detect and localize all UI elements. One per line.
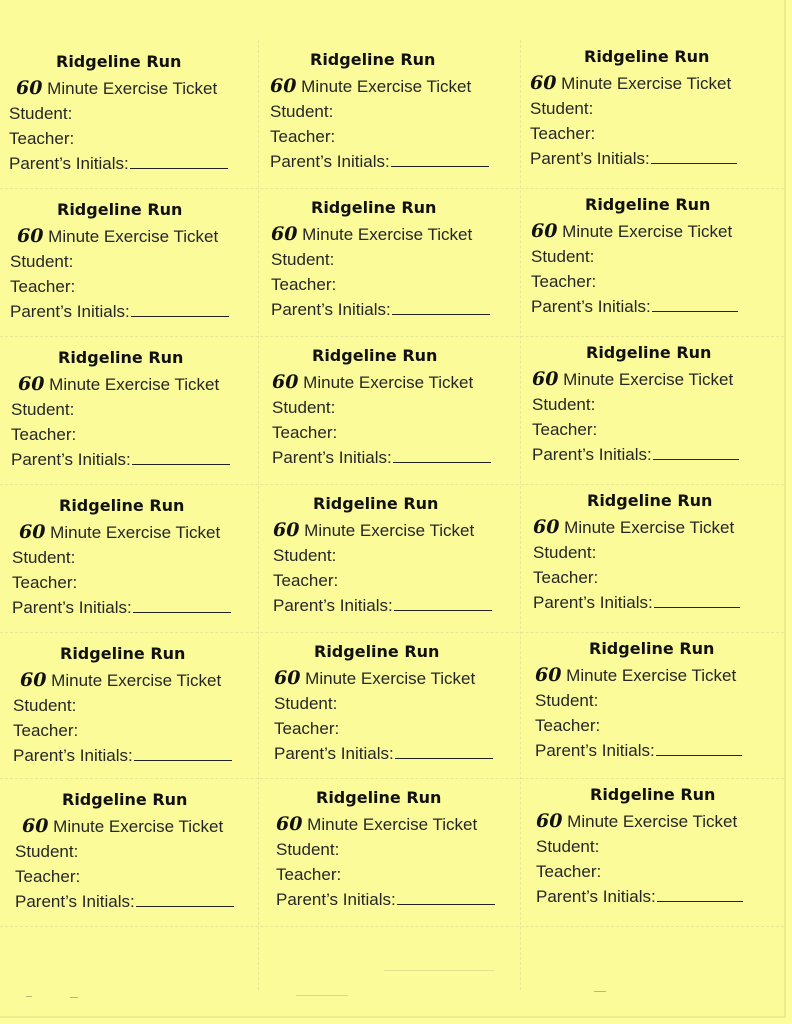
minutes-number: 60 bbox=[274, 667, 301, 689]
parent-initials-line bbox=[12, 595, 269, 620]
parent-initials-line bbox=[13, 743, 270, 768]
ticket-title: Ridgeline Run bbox=[312, 346, 438, 365]
ticket-title: Ridgeline Run bbox=[311, 198, 437, 217]
initials-blank bbox=[654, 593, 740, 608]
ticket-title: Ridgeline Run bbox=[585, 195, 711, 214]
parent-initials-label: Parent’s Initials: bbox=[530, 149, 650, 168]
teacher-label: Teacher: bbox=[531, 272, 597, 291]
exercise-label: Minute Exercise Ticket bbox=[556, 74, 732, 93]
exercise-ticket bbox=[535, 639, 785, 779]
scan-speck bbox=[70, 997, 78, 998]
initials-blank bbox=[391, 152, 489, 167]
ticket-exercise-line bbox=[273, 518, 523, 543]
minutes-number: 60 bbox=[18, 373, 45, 395]
ticket-title: Ridgeline Run bbox=[587, 491, 713, 510]
initials-blank bbox=[130, 154, 228, 169]
parent-initials-label: Parent’s Initials: bbox=[273, 596, 393, 615]
exercise-label: Minute Exercise Ticket bbox=[46, 671, 222, 690]
scan-speck bbox=[384, 970, 494, 971]
teacher-label: Teacher: bbox=[276, 865, 342, 884]
parent-initials-line bbox=[272, 445, 522, 470]
teacher-label: Teacher: bbox=[271, 275, 337, 294]
teacher-label: Teacher: bbox=[10, 277, 76, 296]
student-label: Student: bbox=[271, 250, 335, 269]
parent-initials-label: Parent’s Initials: bbox=[12, 598, 132, 617]
parent-initials-line bbox=[533, 590, 783, 615]
ticket-title: Ridgeline Run bbox=[57, 200, 183, 219]
ticket-exercise-line bbox=[530, 71, 780, 96]
minutes-number: 60 bbox=[276, 813, 303, 835]
scan-speck bbox=[26, 996, 32, 997]
teacher-label: Teacher: bbox=[274, 719, 340, 738]
ticket-exercise-line bbox=[531, 219, 781, 244]
initials-blank bbox=[652, 297, 738, 312]
minutes-number: 60 bbox=[273, 519, 300, 541]
student-label: Student: bbox=[530, 99, 594, 118]
parent-initials-line bbox=[531, 294, 781, 319]
ticket-title: Ridgeline Run bbox=[590, 785, 716, 804]
ticket-exercise-line bbox=[274, 666, 524, 691]
initials-blank bbox=[397, 890, 495, 905]
parent-initials-line bbox=[271, 297, 521, 322]
minutes-number: 60 bbox=[16, 77, 43, 99]
ticket-title: Ridgeline Run bbox=[62, 790, 188, 809]
student-label: Student: bbox=[272, 398, 336, 417]
ticket-exercise-line bbox=[532, 367, 782, 392]
exercise-label: Minute Exercise Ticket bbox=[43, 227, 219, 246]
exercise-ticket bbox=[274, 642, 524, 782]
student-label: Student: bbox=[276, 840, 340, 859]
teacher-label: Teacher: bbox=[532, 420, 598, 439]
exercise-label: Minute Exercise Ticket bbox=[559, 518, 735, 537]
student-label: Student: bbox=[273, 546, 337, 565]
initials-blank bbox=[657, 887, 743, 902]
exercise-ticket bbox=[272, 346, 522, 486]
minutes-number: 60 bbox=[22, 815, 49, 837]
teacher-label: Teacher: bbox=[530, 124, 596, 143]
exercise-label: Minute Exercise Ticket bbox=[48, 817, 224, 836]
exercise-ticket bbox=[15, 790, 272, 930]
ticket-exercise-line bbox=[535, 663, 785, 688]
exercise-ticket bbox=[532, 343, 782, 483]
parent-initials-line bbox=[530, 146, 780, 171]
parent-initials-label: Parent’s Initials: bbox=[271, 300, 391, 319]
initials-blank bbox=[132, 450, 230, 465]
minutes-number: 60 bbox=[271, 223, 298, 245]
student-label: Student: bbox=[531, 247, 595, 266]
exercise-label: Minute Exercise Ticket bbox=[300, 669, 476, 688]
exercise-label: Minute Exercise Ticket bbox=[561, 666, 737, 685]
exercise-ticket bbox=[271, 198, 521, 338]
exercise-label: Minute Exercise Ticket bbox=[44, 375, 220, 394]
parent-initials-line bbox=[532, 442, 782, 467]
ticket-exercise-line bbox=[20, 668, 270, 693]
parent-initials-label: Parent’s Initials: bbox=[532, 445, 652, 464]
teacher-label: Teacher: bbox=[9, 129, 75, 148]
exercise-ticket bbox=[9, 52, 266, 192]
parent-initials-label: Parent’s Initials: bbox=[536, 887, 656, 906]
parent-initials-line bbox=[9, 151, 266, 176]
parent-initials-label: Parent’s Initials: bbox=[13, 746, 133, 765]
ticket-exercise-line bbox=[270, 74, 520, 99]
exercise-label: Minute Exercise Ticket bbox=[558, 370, 734, 389]
exercise-ticket bbox=[536, 785, 786, 925]
ticket-exercise-line bbox=[533, 515, 783, 540]
parent-initials-line bbox=[274, 741, 524, 766]
exercise-label: Minute Exercise Ticket bbox=[562, 812, 738, 831]
ticket-title: Ridgeline Run bbox=[589, 639, 715, 658]
student-label: Student: bbox=[12, 548, 76, 567]
parent-initials-label: Parent’s Initials: bbox=[11, 450, 131, 469]
initials-blank bbox=[136, 892, 234, 907]
initials-blank bbox=[656, 741, 742, 756]
teacher-label: Teacher: bbox=[15, 867, 81, 886]
teacher-label: Teacher: bbox=[533, 568, 599, 587]
parent-initials-line bbox=[273, 593, 523, 618]
parent-initials-label: Parent’s Initials: bbox=[274, 744, 394, 763]
parent-initials-label: Parent’s Initials: bbox=[531, 297, 651, 316]
minutes-number: 60 bbox=[20, 669, 47, 691]
parent-initials-line bbox=[11, 447, 268, 472]
initials-blank bbox=[653, 445, 739, 460]
student-label: Student: bbox=[9, 104, 73, 123]
parent-initials-label: Parent’s Initials: bbox=[533, 593, 653, 612]
ticket-title: Ridgeline Run bbox=[586, 343, 712, 362]
initials-blank bbox=[134, 746, 232, 761]
ticket-exercise-line bbox=[276, 812, 526, 837]
parent-initials-label: Parent’s Initials: bbox=[9, 154, 129, 173]
teacher-label: Teacher: bbox=[272, 423, 338, 442]
teacher-label: Teacher: bbox=[535, 716, 601, 735]
teacher-label: Teacher: bbox=[11, 425, 77, 444]
ticket-title: Ridgeline Run bbox=[314, 642, 440, 661]
initials-blank bbox=[392, 300, 490, 315]
minutes-number: 60 bbox=[531, 220, 558, 242]
minutes-number: 60 bbox=[533, 516, 560, 538]
ticket-exercise-line bbox=[22, 814, 272, 839]
minutes-number: 60 bbox=[535, 664, 562, 686]
student-label: Student: bbox=[536, 837, 600, 856]
ticket-exercise-line bbox=[17, 224, 267, 249]
ticket-title: Ridgeline Run bbox=[316, 788, 442, 807]
exercise-ticket bbox=[13, 644, 270, 784]
exercise-label: Minute Exercise Ticket bbox=[557, 222, 733, 241]
exercise-ticket bbox=[530, 47, 780, 187]
parent-initials-line bbox=[276, 887, 526, 912]
exercise-label: Minute Exercise Ticket bbox=[42, 79, 218, 98]
student-label: Student: bbox=[15, 842, 79, 861]
parent-initials-label: Parent’s Initials: bbox=[535, 741, 655, 760]
student-label: Student: bbox=[533, 543, 597, 562]
teacher-label: Teacher: bbox=[536, 862, 602, 881]
initials-blank bbox=[393, 448, 491, 463]
ticket-title: Ridgeline Run bbox=[60, 644, 186, 663]
initials-blank bbox=[395, 744, 493, 759]
exercise-ticket bbox=[11, 348, 268, 488]
ticket-exercise-line bbox=[271, 222, 521, 247]
initials-blank bbox=[133, 598, 231, 613]
ticket-exercise-line bbox=[16, 76, 266, 101]
exercise-ticket bbox=[533, 491, 783, 631]
ticket-exercise-line bbox=[19, 520, 269, 545]
scan-speck bbox=[296, 995, 348, 996]
minutes-number: 60 bbox=[532, 368, 559, 390]
exercise-ticket bbox=[531, 195, 781, 335]
ticket-title: Ridgeline Run bbox=[59, 496, 185, 515]
exercise-label: Minute Exercise Ticket bbox=[299, 521, 475, 540]
ticket-title: Ridgeline Run bbox=[313, 494, 439, 513]
ticket-title: Ridgeline Run bbox=[584, 47, 710, 66]
initials-blank bbox=[651, 149, 737, 164]
teacher-label: Teacher: bbox=[13, 721, 79, 740]
student-label: Student: bbox=[10, 252, 74, 271]
minutes-number: 60 bbox=[19, 521, 46, 543]
parent-initials-label: Parent’s Initials: bbox=[276, 890, 396, 909]
initials-blank bbox=[131, 302, 229, 317]
parent-initials-label: Parent’s Initials: bbox=[270, 152, 390, 171]
parent-initials-label: Parent’s Initials: bbox=[10, 302, 130, 321]
ticket-exercise-line bbox=[18, 372, 268, 397]
exercise-ticket bbox=[270, 50, 520, 190]
parent-initials-line bbox=[270, 149, 520, 174]
student-label: Student: bbox=[270, 102, 334, 121]
ticket-exercise-line bbox=[536, 809, 786, 834]
student-label: Student: bbox=[532, 395, 596, 414]
exercise-ticket bbox=[12, 496, 269, 636]
parent-initials-label: Parent’s Initials: bbox=[272, 448, 392, 467]
scan-speck bbox=[594, 991, 606, 992]
teacher-label: Teacher: bbox=[273, 571, 339, 590]
minutes-number: 60 bbox=[272, 371, 299, 393]
exercise-label: Minute Exercise Ticket bbox=[45, 523, 221, 542]
parent-initials-line bbox=[10, 299, 267, 324]
exercise-ticket bbox=[10, 200, 267, 340]
minutes-number: 60 bbox=[530, 72, 557, 94]
parent-initials-label: Parent’s Initials: bbox=[15, 892, 135, 911]
parent-initials-line bbox=[535, 738, 785, 763]
parent-initials-line bbox=[15, 889, 272, 914]
minutes-number: 60 bbox=[17, 225, 44, 247]
ticket-title: Ridgeline Run bbox=[310, 50, 436, 69]
teacher-label: Teacher: bbox=[12, 573, 78, 592]
student-label: Student: bbox=[11, 400, 75, 419]
teacher-label: Teacher: bbox=[270, 127, 336, 146]
student-label: Student: bbox=[274, 694, 338, 713]
minutes-number: 60 bbox=[270, 75, 297, 97]
student-label: Student: bbox=[13, 696, 77, 715]
exercise-label: Minute Exercise Ticket bbox=[296, 77, 472, 96]
exercise-ticket bbox=[273, 494, 523, 634]
student-label: Student: bbox=[535, 691, 599, 710]
ticket-exercise-line bbox=[272, 370, 522, 395]
exercise-label: Minute Exercise Ticket bbox=[298, 373, 474, 392]
parent-initials-line bbox=[536, 884, 786, 909]
exercise-label: Minute Exercise Ticket bbox=[302, 815, 478, 834]
minutes-number: 60 bbox=[536, 810, 563, 832]
initials-blank bbox=[394, 596, 492, 611]
exercise-ticket bbox=[276, 788, 526, 928]
ticket-title: Ridgeline Run bbox=[58, 348, 184, 367]
ticket-title: Ridgeline Run bbox=[56, 52, 182, 71]
exercise-label: Minute Exercise Ticket bbox=[297, 225, 473, 244]
